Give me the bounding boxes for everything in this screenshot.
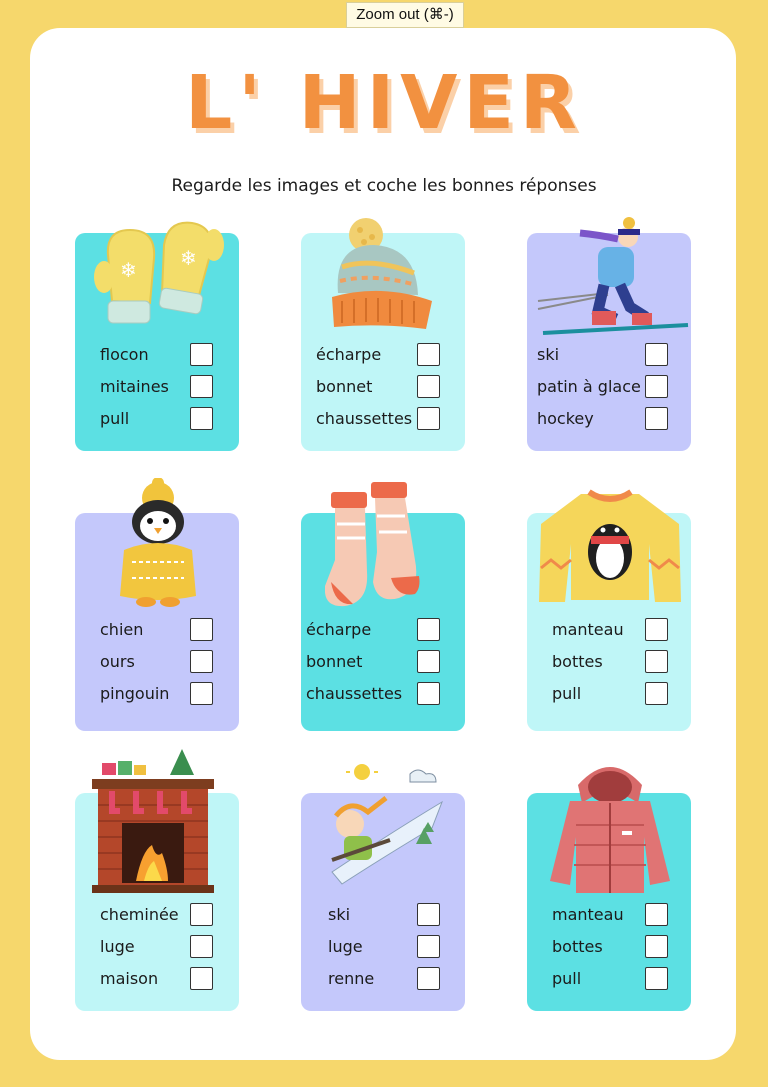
option-label: bonnet xyxy=(306,652,363,671)
answer-checkbox[interactable] xyxy=(417,682,440,705)
option-label: ski xyxy=(328,905,351,924)
option-label: chaussettes xyxy=(316,409,413,428)
option-label: hockey xyxy=(537,409,594,428)
option-label: renne xyxy=(328,969,375,988)
answer-checkbox[interactable] xyxy=(190,967,213,990)
option-label: pingouin xyxy=(100,684,170,703)
answer-checkbox[interactable] xyxy=(190,682,213,705)
answer-checkbox[interactable] xyxy=(190,903,213,926)
answer-checkbox[interactable] xyxy=(645,967,668,990)
option-label: chien xyxy=(100,620,144,639)
answer-checkbox[interactable] xyxy=(645,935,668,958)
answer-checkbox[interactable] xyxy=(417,407,440,430)
answer-checkbox[interactable] xyxy=(417,903,440,926)
bobble-hat-icon xyxy=(328,215,438,335)
option-label: patin à glace xyxy=(537,377,641,396)
sweater-icon xyxy=(537,488,683,608)
answer-checkbox[interactable] xyxy=(417,375,440,398)
option-label: mitaines xyxy=(100,377,169,396)
option-label: bottes xyxy=(552,937,603,956)
option-label: maison xyxy=(100,969,159,988)
option-label: luge xyxy=(100,937,135,956)
answer-checkbox[interactable] xyxy=(417,935,440,958)
option-label: luge xyxy=(328,937,363,956)
answer-checkbox[interactable] xyxy=(417,650,440,673)
answer-checkbox[interactable] xyxy=(645,682,668,705)
fireplace-icon xyxy=(88,745,218,895)
skier-icon xyxy=(528,215,693,340)
option-label: flocon xyxy=(100,345,149,364)
answer-checkbox[interactable] xyxy=(190,407,213,430)
option-label: bonnet xyxy=(316,377,373,396)
option-label: manteau xyxy=(552,905,624,924)
answer-checkbox[interactable] xyxy=(190,650,213,673)
zoom-tooltip: Zoom out (⌘-) xyxy=(346,2,464,28)
socks-icon xyxy=(325,478,440,613)
option-label: écharpe xyxy=(306,620,372,639)
answer-checkbox[interactable] xyxy=(645,650,668,673)
option-label: pull xyxy=(552,969,582,988)
svg-text:❄: ❄ xyxy=(180,246,197,270)
answer-checkbox[interactable] xyxy=(645,375,668,398)
option-label: pull xyxy=(552,684,582,703)
answer-checkbox[interactable] xyxy=(190,343,213,366)
option-label: manteau xyxy=(552,620,624,639)
option-label: pull xyxy=(100,409,130,428)
option-label: cheminée xyxy=(100,905,179,924)
answer-checkbox[interactable] xyxy=(417,618,440,641)
answer-checkbox[interactable] xyxy=(190,618,213,641)
option-label: écharpe xyxy=(316,345,382,364)
answer-checkbox[interactable] xyxy=(645,618,668,641)
option-label: ski xyxy=(537,345,560,364)
answer-checkbox[interactable] xyxy=(190,935,213,958)
answer-checkbox[interactable] xyxy=(645,343,668,366)
sled-child-icon xyxy=(322,760,444,890)
page-title: L' HIVER xyxy=(185,60,583,146)
answer-checkbox[interactable] xyxy=(417,343,440,366)
svg-text:❄: ❄ xyxy=(120,258,137,282)
answer-checkbox[interactable] xyxy=(417,967,440,990)
option-label: chaussettes xyxy=(306,684,403,703)
mittens-icon xyxy=(88,215,228,330)
penguin-icon xyxy=(110,478,206,610)
option-label: ours xyxy=(100,652,135,671)
answer-checkbox[interactable] xyxy=(645,903,668,926)
puffer-jacket-icon xyxy=(548,755,672,895)
option-label: bottes xyxy=(552,652,603,671)
answer-checkbox[interactable] xyxy=(190,375,213,398)
instructions: Regarde les images et coche les bonnes réponses xyxy=(171,176,597,196)
answer-checkbox[interactable] xyxy=(645,407,668,430)
